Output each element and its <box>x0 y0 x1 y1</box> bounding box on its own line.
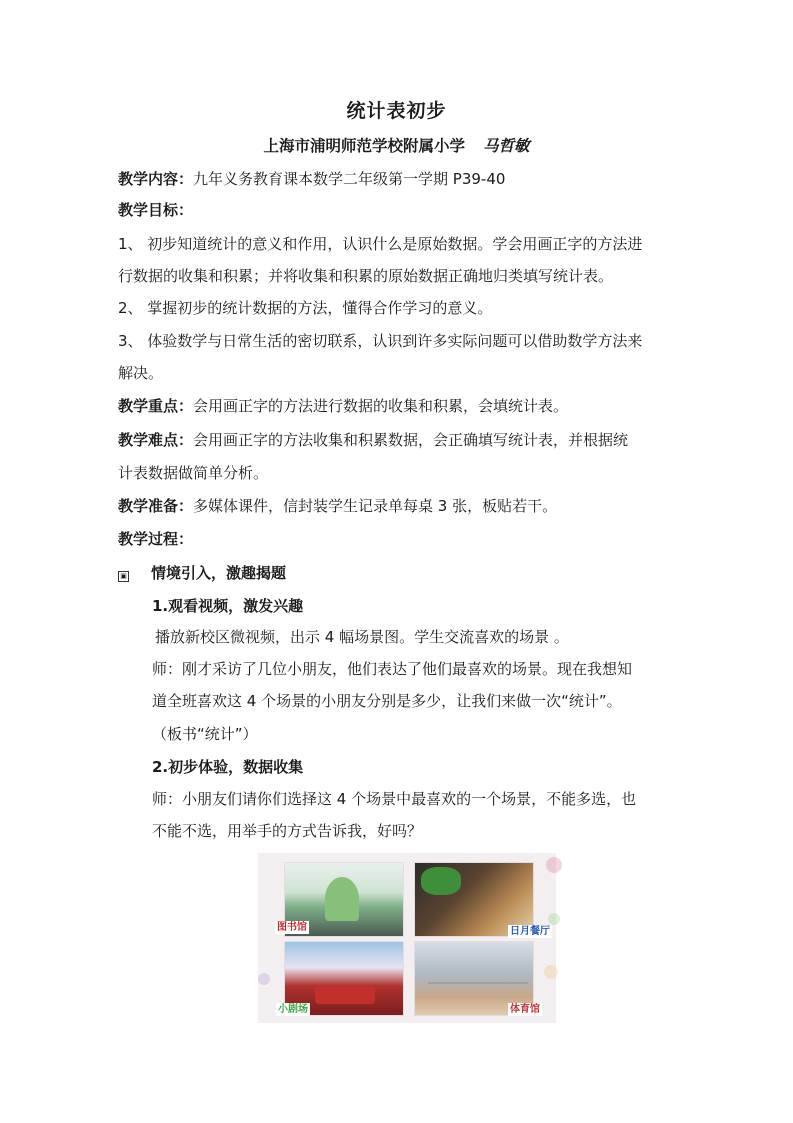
prep-label: 教学准备： <box>118 497 194 515</box>
goal-1-line-1: 1、 初步知道统计的意义和作用，认识什么是原始数据。学会用画正字的方法进 <box>118 235 643 253</box>
content-line <box>118 169 678 189</box>
vegetable-mural-shape <box>421 867 461 895</box>
goal-1-line-2: 行数据的收集和积累；并将收集和积累的原始数据正确地归类填写统计表。 <box>118 267 614 285</box>
scene-photo-collage <box>258 853 556 1023</box>
step-1-line-1: 播放新校区微视频，出示 4 幅场景图。学生交流喜欢的场景 。 <box>155 628 569 646</box>
step-1-line-4: （板书“统计”） <box>152 725 258 743</box>
difficulty-label: 教学难点： <box>118 431 194 449</box>
section-1-title: 情境引入，激趣揭题 <box>151 564 287 582</box>
prep-text: 多媒体课件，信封装学生记录单每桌 3 张，板贴若干。 <box>193 497 558 515</box>
bullet-box-icon: ▣ <box>118 571 129 582</box>
goal-3-line-1: 3、 体验数学与日常生活的密切联系，认识到许多实际问题可以借助数学方法来 <box>118 332 643 350</box>
step-2-title: 2.初步体验，数据收集 <box>152 758 304 776</box>
decor-dot <box>544 965 558 979</box>
decor-dot <box>548 913 560 925</box>
library-label: 图书馆 <box>277 922 307 933</box>
page-title: 统计表初步 <box>346 100 447 122</box>
difficulty-line-2: 计表数据做简单分析。 <box>118 464 269 482</box>
decor-dot <box>258 973 270 985</box>
author-line <box>0 134 793 156</box>
goal-2: 2、 掌握初步的统计数据的方法，懂得合作学习的意义。 <box>118 299 493 317</box>
prep-line <box>118 496 678 516</box>
key-points-text: 会用画正字的方法进行数据的收集和积累，会填统计表。 <box>193 397 569 415</box>
dining-hall-label: 日月餐厅 <box>510 926 550 937</box>
step-2-line-1: 师：小朋友们请你们选择这 4 个场景中最喜欢的一个场景，不能多选，也 <box>152 790 637 808</box>
content-label: 教学内容： <box>118 170 194 188</box>
content-text: 九年义务教育课本数学二年级第一学期 P39-40 <box>193 170 506 188</box>
decor-dot <box>546 857 562 873</box>
step-2-line-2: 不能不选，用举手的方式告诉我，好吗？ <box>152 822 423 840</box>
difficulty-text: 会用画正字的方法收集和积累数据，会正确填写统计表，并根据统 <box>193 431 629 449</box>
goals-heading: 教学目标： <box>118 201 194 219</box>
step-1-line-3: 道全班喜欢这 4 个场景的小朋友分别是多少，让我们来做一次“统计”。 <box>152 692 622 710</box>
difficulty-line-1 <box>118 430 678 450</box>
key-points-line <box>118 396 678 416</box>
theater-label: 小剧场 <box>278 1004 308 1015</box>
school-name: 上海市浦明师范学校附属小学 <box>263 137 465 155</box>
process-heading: 教学过程： <box>118 530 194 548</box>
author-name: 马哲敏 <box>483 137 530 155</box>
step-1-title: 1.观看视频，激发兴趣 <box>152 597 304 615</box>
goal-3-line-2: 解决。 <box>118 364 164 382</box>
tree-sculpture-shape <box>325 877 359 921</box>
step-1-line-2: 师：刚才采访了几位小朋友，他们表达了他们最喜欢的场景。现在我想知 <box>152 660 633 678</box>
key-points-label: 教学重点： <box>118 397 194 415</box>
seats-shape <box>315 986 375 1004</box>
section-1-heading <box>118 563 678 583</box>
gym-label: 体育馆 <box>510 1004 540 1015</box>
